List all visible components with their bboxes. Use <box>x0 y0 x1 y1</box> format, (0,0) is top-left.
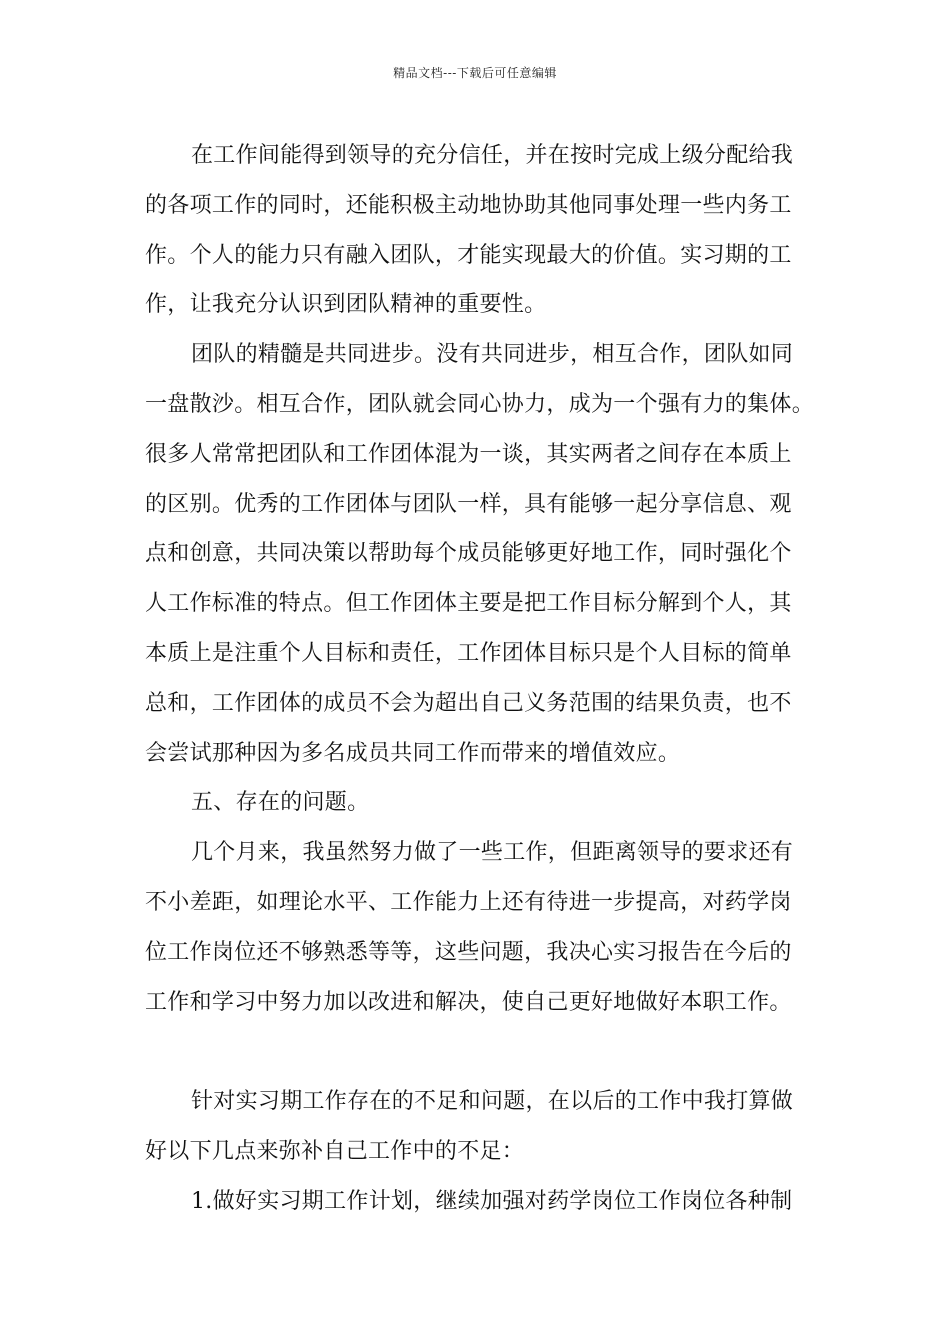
blank-line <box>145 1027 825 1077</box>
paragraph-line: 不小差距，如理论水平、工作能力上还有待进一步提高，对药学岗 <box>145 889 792 915</box>
paragraph-line: 作，让我充分认识到团队精神的重要性。 <box>145 292 547 318</box>
paragraph-line: 人工作标准的特点。但工作团体主要是把工作目标分解到个人，其 <box>145 591 792 617</box>
paragraph-line: 作。个人的能力只有融入团队，才能实现最大的价值。实习期的工 <box>145 242 792 268</box>
paragraph-line: 工作和学习中努力加以改进和解决，使自己更好地做好本职工作。 <box>145 989 792 1015</box>
page-header: 精品文档---下载后可任意编辑 <box>393 66 557 80</box>
paragraph-line: 本质上是注重个人目标和责任，工作团体目标只是个人目标的简单 <box>145 640 792 666</box>
paragraph-line: 团队的精髓是共同进步。没有共同进步，相互合作，团队如同 <box>191 342 794 368</box>
paragraph-line: 总和，工作团体的成员不会为超出自己义务范围的结果负责，也不 <box>145 690 792 716</box>
paragraph-line: 几个月来，我虽然努力做了一些工作，但距离领导的要求还有 <box>191 840 794 866</box>
paragraph-line: 的区别。优秀的工作团体与团队一样，具有能够一起分享信息、观 <box>145 491 792 517</box>
list-item: 1.做好实习期工作计划，继续加强对药学岗位工作岗位各种制 <box>191 1188 793 1214</box>
paragraph-line: 位工作岗位还不够熟悉等等，这些问题，我决心实习报告在今后的 <box>145 939 792 965</box>
paragraph-line: 在工作间能得到领导的充分信任，并在按时完成上级分配给我 <box>191 143 794 168</box>
paragraph-line: 的各项工作的同时，还能积极主动地协助其他同事处理一些内务工 <box>145 192 792 218</box>
paragraph-line: 好以下几点来弥补自己工作中的不足： <box>145 1139 525 1165</box>
paragraph-line: 一盘散沙。相互合作，团队就会同心协力，成为一个强有力的集体。 <box>145 391 815 417</box>
paragraph-line: 针对实习期工作存在的不足和问题，在以后的工作中我打算做 <box>191 1089 794 1115</box>
paragraph-line: 会尝试那种因为多名成员共同工作而带来的增值效应。 <box>145 740 681 766</box>
document-body <box>145 131 825 1227</box>
section-heading: 五、存在的问题。 <box>191 790 370 816</box>
paragraph-line: 很多人常常把团队和工作团体混为一谈，其实两者之间存在本质上 <box>145 441 792 467</box>
paragraph-line: 点和创意，共同决策以帮助每个成员能够更好地工作，同时强化个 <box>145 541 792 567</box>
